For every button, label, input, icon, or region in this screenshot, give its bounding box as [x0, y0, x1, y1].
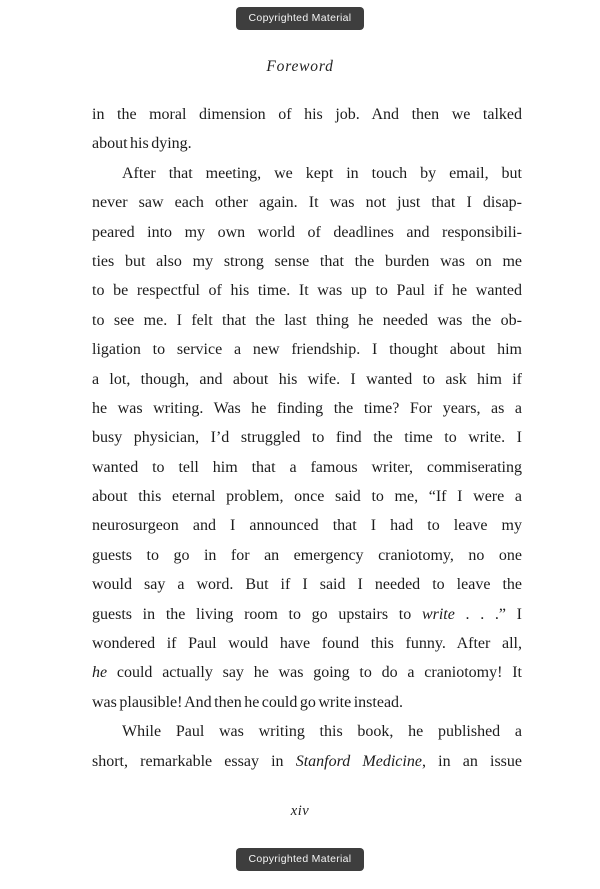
text-segment: , in an issue	[421, 752, 522, 770]
text-line	[92, 570, 522, 599]
paragraph	[92, 159, 522, 717]
text-segment: guests in the living room to go upstairs to	[92, 605, 422, 623]
paragraph	[92, 717, 522, 776]
paragraph	[92, 100, 522, 159]
text-line	[92, 600, 522, 629]
text-line	[92, 129, 522, 158]
text-segment: ligation to service a new friendship. I thought about him	[92, 341, 522, 359]
copyright-badge-label: Copyrighted Material	[236, 848, 365, 871]
page-number: xiv	[290, 803, 310, 819]
copyright-badge-label: Copyrighted Material	[236, 7, 365, 30]
text-segment: . . .” I	[454, 605, 522, 623]
text-line	[92, 100, 522, 129]
text-segment: about his dying.	[92, 135, 192, 153]
text-segment: would say a word. But if I said I needed to leave the	[92, 576, 522, 594]
italic-text-segment: Stanford Medicine	[295, 752, 422, 770]
text-line	[92, 629, 522, 658]
text-segment: was plausible! And then he could go write instead.	[92, 693, 404, 711]
copyright-badge-top	[0, 7, 600, 30]
text-line	[92, 335, 522, 364]
text-segment: peared into my own world of deadlines and responsibili-	[92, 223, 522, 241]
text-line	[92, 511, 522, 540]
text-line	[92, 541, 522, 570]
text-segment: to be respectful of his time. It was up to Paul if he wanted	[92, 282, 522, 300]
text-line	[92, 482, 522, 511]
body-text	[92, 100, 522, 776]
text-segment: After that meeting, we kept in touch by email, but	[122, 164, 522, 182]
text-line	[92, 394, 522, 423]
copyright-badge-bottom	[0, 848, 600, 871]
text-segment: ties but also my strong sense that the burden was on me	[92, 252, 522, 270]
text-line	[92, 747, 522, 776]
text-line	[92, 188, 522, 217]
text-line	[92, 658, 522, 687]
text-segment: never saw each other again. It was not just that I disap-	[92, 194, 522, 212]
text-line	[92, 365, 522, 394]
italic-text-segment: he	[92, 664, 108, 682]
text-segment: wanted to tell him that a famous writer, commiserating	[92, 458, 522, 476]
text-line	[92, 159, 522, 188]
text-segment: busy physician, I’d struggled to find the time to write. I	[92, 429, 522, 447]
text-segment: about this eternal problem, once said to me, “If I were a	[92, 488, 522, 506]
text-segment: guests to go in for an emergency craniotomy, no one	[92, 546, 522, 564]
text-line	[92, 688, 522, 717]
text-line	[92, 218, 522, 247]
text-line	[92, 247, 522, 276]
text-segment: he was writing. Was he finding the time? For years, as a	[92, 399, 522, 417]
text-segment: short, remarkable essay in	[92, 752, 296, 770]
text-line	[92, 306, 522, 335]
text-line	[92, 453, 522, 482]
italic-text-segment: write	[421, 605, 455, 623]
text-segment: could actually say he was going to do a craniotomy! It	[107, 664, 522, 682]
text-segment: a lot, though, and about his wife. I wanted to ask him if	[92, 370, 522, 388]
text-line	[92, 276, 522, 305]
text-line	[92, 717, 522, 746]
text-segment: neurosurgeon and I announced that I had to leave my	[92, 517, 522, 535]
text-segment: wondered if Paul would have found this funny. After all,	[92, 635, 522, 653]
text-segment: in the moral dimension of his job. And then we talked	[92, 106, 522, 123]
text-segment: While Paul was writing this book, he published a	[122, 723, 522, 741]
text-segment: to see me. I felt that the last thing he needed was the ob-	[92, 311, 522, 329]
chapter-header: Foreword	[266, 58, 334, 75]
text-line	[92, 423, 522, 452]
